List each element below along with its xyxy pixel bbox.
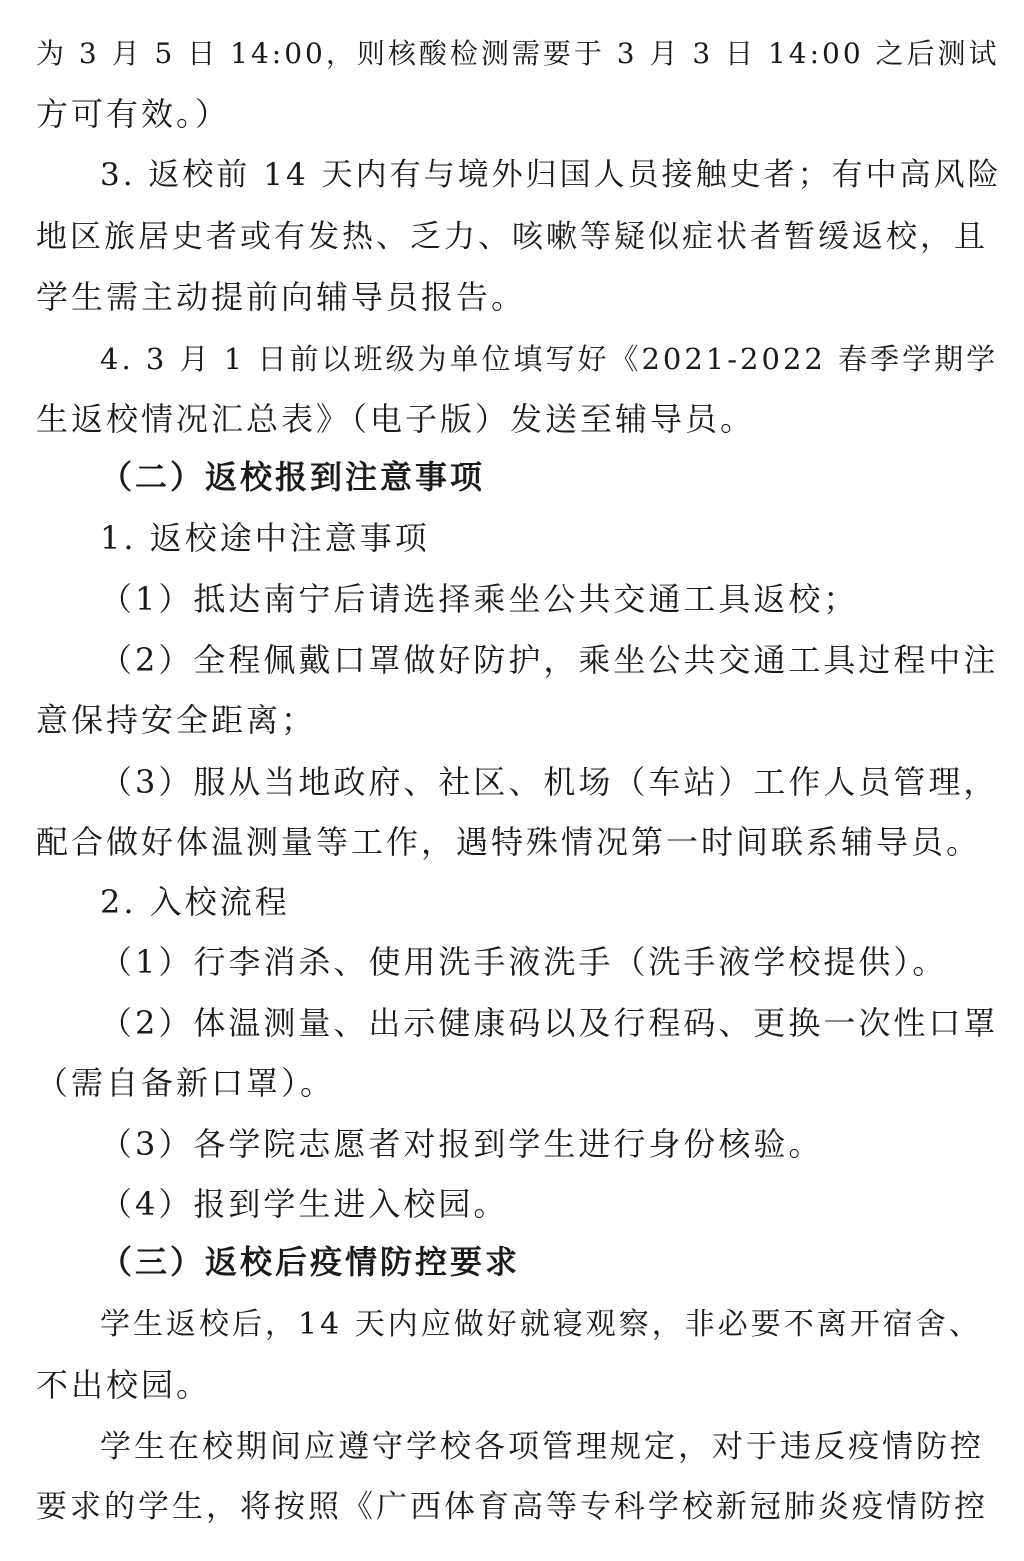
text-line: 要求的学生，将按照《广西体育高等专科学校新冠肺炎疫情防控 [36, 1489, 988, 1525]
text-line: （2）全程佩戴口罩做好防护，乘坐公共交通工具过程中注 [100, 641, 999, 679]
text-line: （1）行李消杀、使用洗手液洗手（洗手液学校提供）。 [100, 943, 948, 981]
text-line: 地区旅居史者或有发热、乏力、咳嗽等疑似症状者暂缓返校，且 [36, 219, 988, 255]
subsection-heading: 2. 入校流程 [100, 883, 290, 921]
text-line: 学生需主动提前向辅导员报告。 [36, 278, 527, 316]
text-line: 方可有效。） [36, 95, 231, 133]
text-line: （1）抵达南宁后请选择乘坐公共交通工具返校； [100, 580, 859, 618]
text-line: （3）服从当地政府、社区、机场（车站）工作人员管理， [100, 763, 999, 801]
text-line: （4）报到学生进入校园。 [100, 1185, 509, 1223]
section-heading: （二）返校报到注意事项 [100, 458, 486, 496]
text-line: 学生返校后，14 天内应做好就寝观察，非必要不离开宿舍、 [100, 1307, 982, 1342]
text-line: 意保持安全距离； [36, 701, 317, 739]
text-line: 不出校园。 [36, 1366, 212, 1404]
text-line: （需自备新口罩）。 [36, 1064, 336, 1102]
text-line: （2）体温测量、出示健康码以及行程码、更换一次性口罩 [100, 1004, 999, 1042]
text-line: 生返校情况汇总表》（电子版）发送至辅导员。 [36, 400, 756, 438]
text-line: 配合做好体温测量等工作，遇特殊情况第一时间联系辅导员。 [36, 823, 982, 861]
text-line: 3. 返校前 14 天内有与境外归国人员接触史者；有中高风险 [100, 157, 1002, 193]
text-line: （3）各学院志愿者对报到学生进行身份核验。 [100, 1125, 824, 1163]
section-heading: （三）返校后疫情防控要求 [100, 1243, 521, 1281]
text-line: 学生在校期间应遵守学校各项管理规定，对于违反疫情防控 [100, 1429, 984, 1465]
text-line: 为 3 月 5 日 14:00，则核酸检测需要于 3 月 3 日 14:00 之后测试 [36, 37, 1000, 70]
text-line: 4. 3 月 1 日前以班级为单位填写好《2021-2022 春季学期学 [100, 342, 999, 376]
subsection-heading: 1. 返校途中注意事项 [100, 519, 430, 557]
